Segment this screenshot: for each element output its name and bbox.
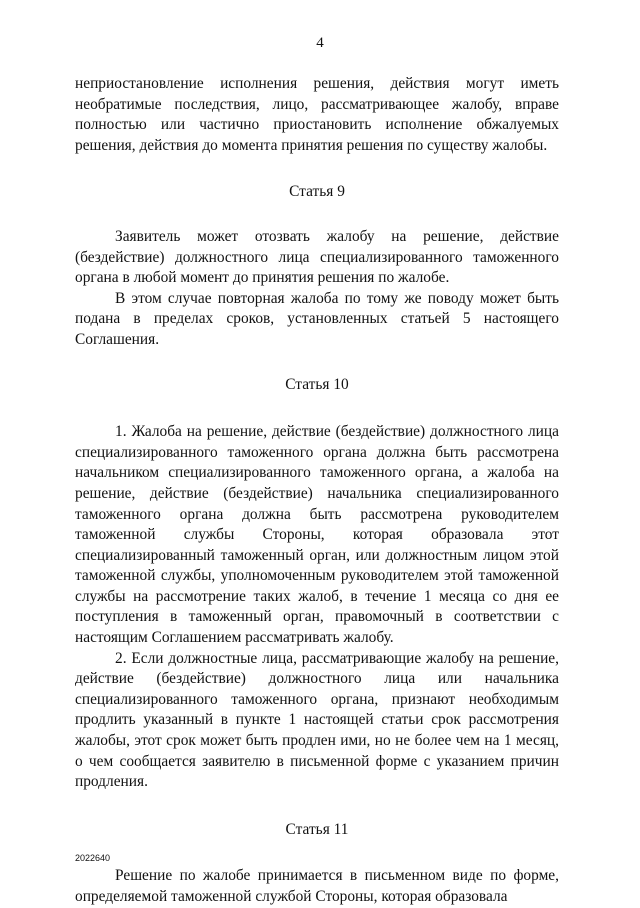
page-number: 4 [316,35,324,51]
document-body [75,74,559,908]
article-10-heading: Статья 10 [285,375,349,393]
article-10-paragraph-1: 1. Жалоба на решение, действие (бездействие) должностного лица специализированного таможенного органа должна быть рассмотрена начальником специализированного таможенного органа, а жалоба на решение, действие (бездействие) начальника специализированного таможенного органа должна быть рассмотрена руководителем таможенной службы Стороны, которая образовала этот специализированный таможенный орган, или должностным лицом этой таможенной службы, уполномоченным руководителем этой таможенной службы на рассмотрение таких жалоб, в течение 1 месяца со дня ее поступления в таможенный орган, правомочный в соответствии с настоящим Соглашением рассматривать жалобу. [75,423,559,647]
article-9-paragraph-1: Заявитель может отозвать жалобу на решение, действие (бездействие) должностного лица специализированного таможенного органа в любой момент до принятия решения по жалобе. [75,227,559,287]
article-11-heading: Статья 11 [285,820,349,838]
article-9-paragraph-2: В этом случае повторная жалоба по тому же поводу может быть подана в пределах сроков, установленных статьей 5 настоящего Соглашения. [75,289,559,348]
document-code: 2022640 [75,853,111,863]
article-9-heading: Статья 9 [289,183,345,201]
paragraph-continuation: неприостановление исполнения решения, действия могут иметь необратимые последствия, лицо, рассматривающее жалобу, вправе полностью или частично приостановить исполнение обжалуемых решения, действия до момента принятия решения по существу жалобы. [75,75,559,154]
article-10-paragraph-2: 2. Если должностные лица, рассматривающие жалобу на решение, действие (бездействие) должностного лица или начальника специализированного таможенного органа, признают необходимым продлить указанный в пункте 1 настоящей статьи срок рассмотрения жалобы, этот срок может быть продлен ими, но не более чем на 1 месяц, о чем сообщается заявителю в письменной форме с указанием причин продления. [75,649,559,791]
article-11-paragraph-1: Решение по жалобе принимается в письменном виде по форме, определяемой таможенной службой Стороны, которая образовала [75,867,559,905]
